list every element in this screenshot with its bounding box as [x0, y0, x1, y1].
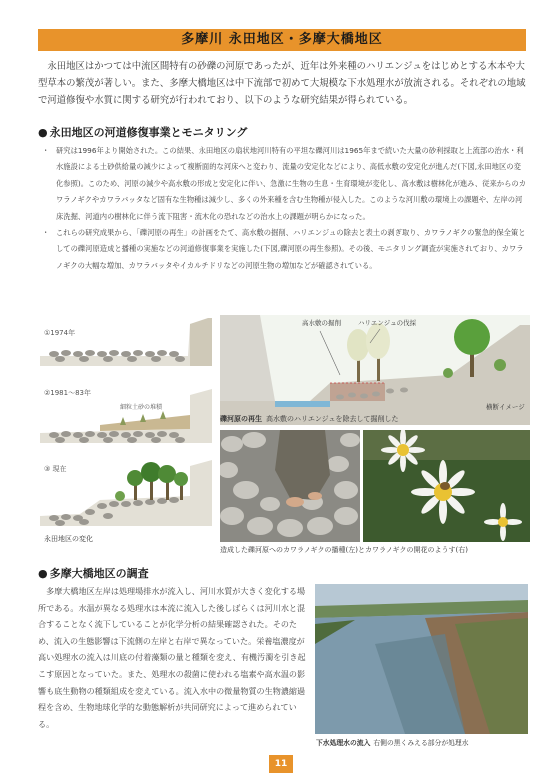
restoration-illustration [220, 315, 530, 425]
section2-paragraph: 多摩大橋地区左岸は処理場排水が流入し、河川水質が大きく変化する場所である。水温が異なる処理水は本流に流入した後しばらくは河川水と混合することなく流下していることが化学分析の結果確認された。そのため、流入の生態影響は下流側の左岸と右岸で異なっていた。栄養塩濃度が高い処理水の流入は川底の付着藻類の量と種類を変え、有機汚濁を引き起こす原因となっていた。また、処理水の殺菌に使われる塩素や高水温の影響も底生動物の種類組成を変えている。流入水中の微量物質の生物濃縮過程を含め、生物地球化学的な動態解析が共同研究によって進められている。 [38, 586, 306, 729]
illus-label-excavation: 高水敷の掘削 [302, 319, 341, 327]
illus-caption-text: 高水敷のハリエンジュを除去して掘削した [266, 415, 399, 423]
illus-caption [220, 414, 399, 424]
page-number: 11 [269, 755, 293, 773]
bullet-dot-icon: ● [38, 126, 48, 139]
list-item [38, 225, 528, 274]
stage-1974-diagram [40, 316, 212, 370]
stage-label-1981: ②1981～83年 [44, 389, 91, 397]
river-caption-text: 右側の黒くみえる部分が処理水 [373, 739, 469, 747]
section2-heading [38, 565, 149, 581]
intro-paragraph: 永田地区はかつては中流区間特有の砂礫の河原であったが、近年は外来種のハリエンジュをはじめとする木本や大型草本の繁茂が著しい。また、多摩大橋地区は中下流部で初めて大規模な下水処理水が放流される。それぞれの地域で河道修復や水質に関する研究が行われており、以下のような研究結果が得られている。 [38, 61, 526, 106]
section2-heading-text: 多摩大橋地区の調査 [49, 567, 149, 580]
illus-label-felling: ハリエンジュの伐採 [358, 319, 417, 327]
river-caption-title: 下水処理水の流入 [316, 739, 371, 747]
stage-1981-diagram [40, 385, 212, 447]
section1-bullets [38, 143, 528, 274]
river-caption [316, 737, 469, 747]
photo-caption: 造成した礫河原へのカワラノギクの播種(左)とカワラノギクの開花のようす(右) [220, 546, 468, 554]
river-photo [315, 584, 528, 734]
flower-photo [363, 430, 530, 542]
section2-body [38, 583, 306, 732]
intro-text [38, 58, 526, 109]
stage-label-1974: ①1974年 [44, 329, 76, 337]
list-item [38, 143, 528, 225]
list-item-text: これらの研究成果から、「礫河原の再生」の計画をたて、高水敷の掘削、ハリエンジュの除去と表土の剥ぎ取り、カワラノギクの緊急的保全策としての礫河原造成と播種の実施などの河道修復事業を実施した(下図,礫河原の再生参照)。その後、モニタリング調査が実施されており、カワラノギクの大幅な増加、カワラバッタやイカルチドリなどの河原生物の増加などが確認されている。 [56, 228, 526, 270]
illus-label-view: 横断イメージ [486, 403, 525, 411]
list-item-text: 研究は1996年より開始された。この結果、永田地区の扇状地河川特有の平坦な礫河川は1965年まで続いた大量の砂利採取と上流部の治水・利水施設による土砂供給量の減少によって複断面的な河床へと変わり、流量の安定化などにより、高低水敷の安定化が進んだ(下図,永田地区の変化参照)。このため、河原の減少や高水敷の形成と安定化に伴い、急激に生物の生息・生育環境が変化し、高水敷は樹林化が進み、従来からのカワラノギクやカワラバッタなど固有な生物種は減少し、多くの外来種を含む生物種が侵入した。このような河川敷の環境上の課題や、左岸の河床洗掘、河道内の樹林化に伴う流下阻害・流木化の恐れなどの治水上の課題が明らかになった。 [56, 146, 526, 221]
page-title: 多摩川 永田地区・多摩大橋地区 [38, 29, 526, 51]
stage-label-current: ③ 現在 [44, 465, 67, 473]
section1-heading-text: 永田地区の河道修復事業とモニタリング [49, 126, 248, 139]
stage-current-diagram [40, 456, 212, 530]
bullet-dot-icon: ● [38, 567, 48, 580]
sowing-photo [220, 430, 360, 542]
diagram-caption: 永田地区の変化 [44, 535, 93, 543]
bullet-mark: ・ [42, 146, 50, 155]
illus-caption-title: 礫河原の再生 [220, 415, 262, 423]
section1-heading [38, 124, 247, 140]
stage-note: 細粒土砂の堆積 [120, 404, 163, 411]
bullet-mark: ・ [42, 228, 50, 238]
